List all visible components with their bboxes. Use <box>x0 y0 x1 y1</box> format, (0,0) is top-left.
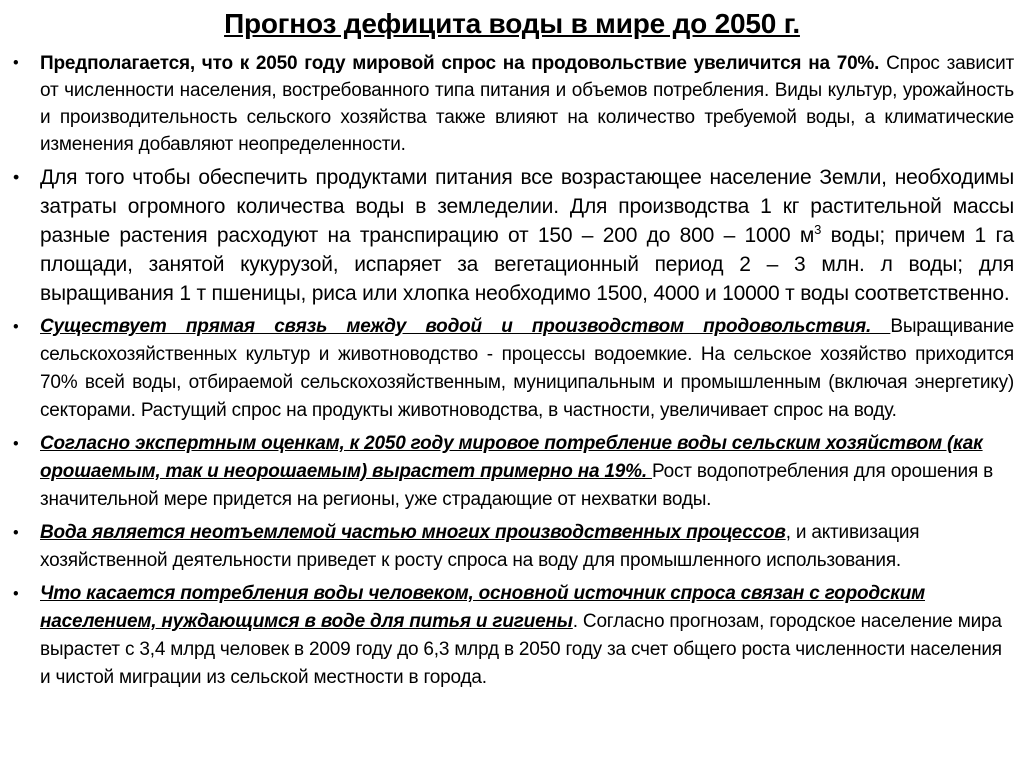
bullet-marker-icon: • <box>13 585 19 603</box>
text-run: Выращивание сельскохозяйственных культур и животноводство - процессы водоемкие. На сельское хозяйство приходится 70% всей воды, отбираемой сельскохозяйственным, муниципальным и промышленным (включая энергетику) секторами. Растущий спрос на продукты животноводства, в частности, увеличивает спрос на воду. <box>40 316 1014 421</box>
bullet-item <box>0 313 1024 425</box>
bullet-item <box>0 50 1024 158</box>
bullet-marker-icon: • <box>13 435 19 453</box>
bullet-marker-icon: • <box>13 167 20 187</box>
text-run: Предполагается, что к 2050 году мировой спрос на продовольствие увеличится на 70%. <box>40 53 880 74</box>
text-run: воды; причем 1 га площади, занятой кукурузой, испаряет за вегетационный период 2 – 3 млн. л воды; для выращивания 1 т пшеницы, риса или хлопка необходимо 1500, 4000 и 10000 т воды соответственно. <box>40 224 1014 305</box>
text-run: , и активизация хозяйственной деятельности приведет к росту спроса на воду для промышленного использования. <box>40 522 920 571</box>
slide-title: Прогноз дефицита воды в мире до 2050 г. <box>224 8 800 39</box>
text-run: Согласно экспертным оценкам, к 2050 году мировое потребление воды сельским хозяйством (как орошаемым, так и неорошаемым) вырастет примерно на 19%. <box>40 433 983 482</box>
text-run: Для того чтобы обеспечить продуктами питания все возрастающее население Земли, необходимы затраты огромного количества воды в земледелии. Для производства 1 кг растительной массы разные растения расходуют на транспирацию от 150 – 200 до 800 – 1000 м <box>40 166 1014 247</box>
bullet-marker-icon: • <box>13 54 19 72</box>
text-run: . Согласно прогнозам, городское население мира вырастет с 3,4 млрд человек в 2009 году до 6,3 млрд в 2050 году за счет общего роста численности населения и чистой миграции из сельской местности в города. <box>40 611 1002 688</box>
text-run: Рост водопотребления для орошения в значительной мере придется на регионы, уже страдающие от нехватки воды. <box>40 461 994 510</box>
bullet-item <box>0 430 1024 514</box>
bullet-item <box>0 519 1024 575</box>
bullet-marker-icon: • <box>13 318 19 336</box>
text-run: Спрос зависит от численности населения, востребованного типа питания и объемов потребления. Виды культур, урожайность и производительность сельского хозяйства также влияют на количество требуемой воды, а климатические изменения добавляют неопределенности. <box>40 53 1015 155</box>
text-run: Вода является неотъемлемой частью многих производственных процессов <box>40 522 786 543</box>
text-run: Существует прямая связь между водой и производством продовольствия. <box>40 316 891 337</box>
bullet-item <box>0 580 1024 692</box>
bullet-marker-icon: • <box>13 524 19 542</box>
bullet-list <box>0 50 1024 692</box>
text-run: 3 <box>814 222 822 237</box>
bullet-item <box>0 163 1024 308</box>
text-run: Что касается потребления воды человеком, основной источник спроса связан с городским населением, нуждающимся в воде для питья и гигиены <box>40 583 925 632</box>
